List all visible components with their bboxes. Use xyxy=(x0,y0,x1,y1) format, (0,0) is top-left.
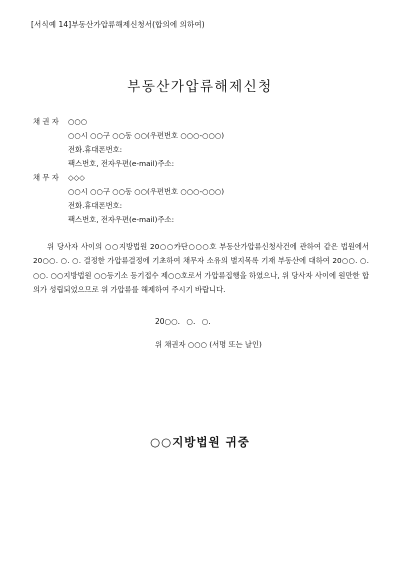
creditor-fax-email: 팩스번호, 전자우편(e-mail)주소: xyxy=(68,159,175,168)
request-body: 위 당사자 사이의 ○○지방법원 20○○카단○○○호 부동산가압류신청사건에 관하여 같은 법원에서 20○○. ○. ○. 결정한 가압류결정에 기초하여 채무자 소유의 별지목록 기재 부동산에 대하여 20○○. ○. ○○. ○○지방법원 ○○등기소 등기접수 제○○호로서 가압류집행을 하였으나, 위 당사자 사이에 원만한 합의가 성립되었으므로 위 가압류를 해제하여 주시기 바랍니다. xyxy=(33,242,369,295)
debtor-name: ◇◇◇ xyxy=(68,173,85,182)
creditor-label: 채 권 자 xyxy=(33,117,59,126)
debtor-address: ○○시 ○○구 ○○동 ○○(우편번호 ○○○-○○○) xyxy=(68,187,225,196)
court-addressee: ○○지방법원 귀중 xyxy=(150,435,250,449)
form-number-tag: [서식예 14]부동산가압류해제신청서(합의에 의하여) xyxy=(31,20,205,29)
creditor-signature: 위 채권자 ○○○ (서명 또는 날인) xyxy=(155,340,262,349)
filing-date: 20○○. ○. ○. xyxy=(155,317,211,326)
debtor-fax-email: 팩스번호, 전자우편(e-mail)주소: xyxy=(68,215,175,224)
creditor-phone: 전화.휴대폰번호: xyxy=(68,145,123,154)
creditor-address: ○○시 ○○구 ○○동 ○○(우편번호 ○○○-○○○) xyxy=(68,131,225,140)
debtor-label: 채 무 자 xyxy=(33,173,59,182)
creditor-name: ○○○ xyxy=(68,117,88,126)
debtor-phone: 전화.휴대폰번호: xyxy=(68,201,123,210)
document-title: 부동산가압류해제신청 xyxy=(127,79,273,95)
